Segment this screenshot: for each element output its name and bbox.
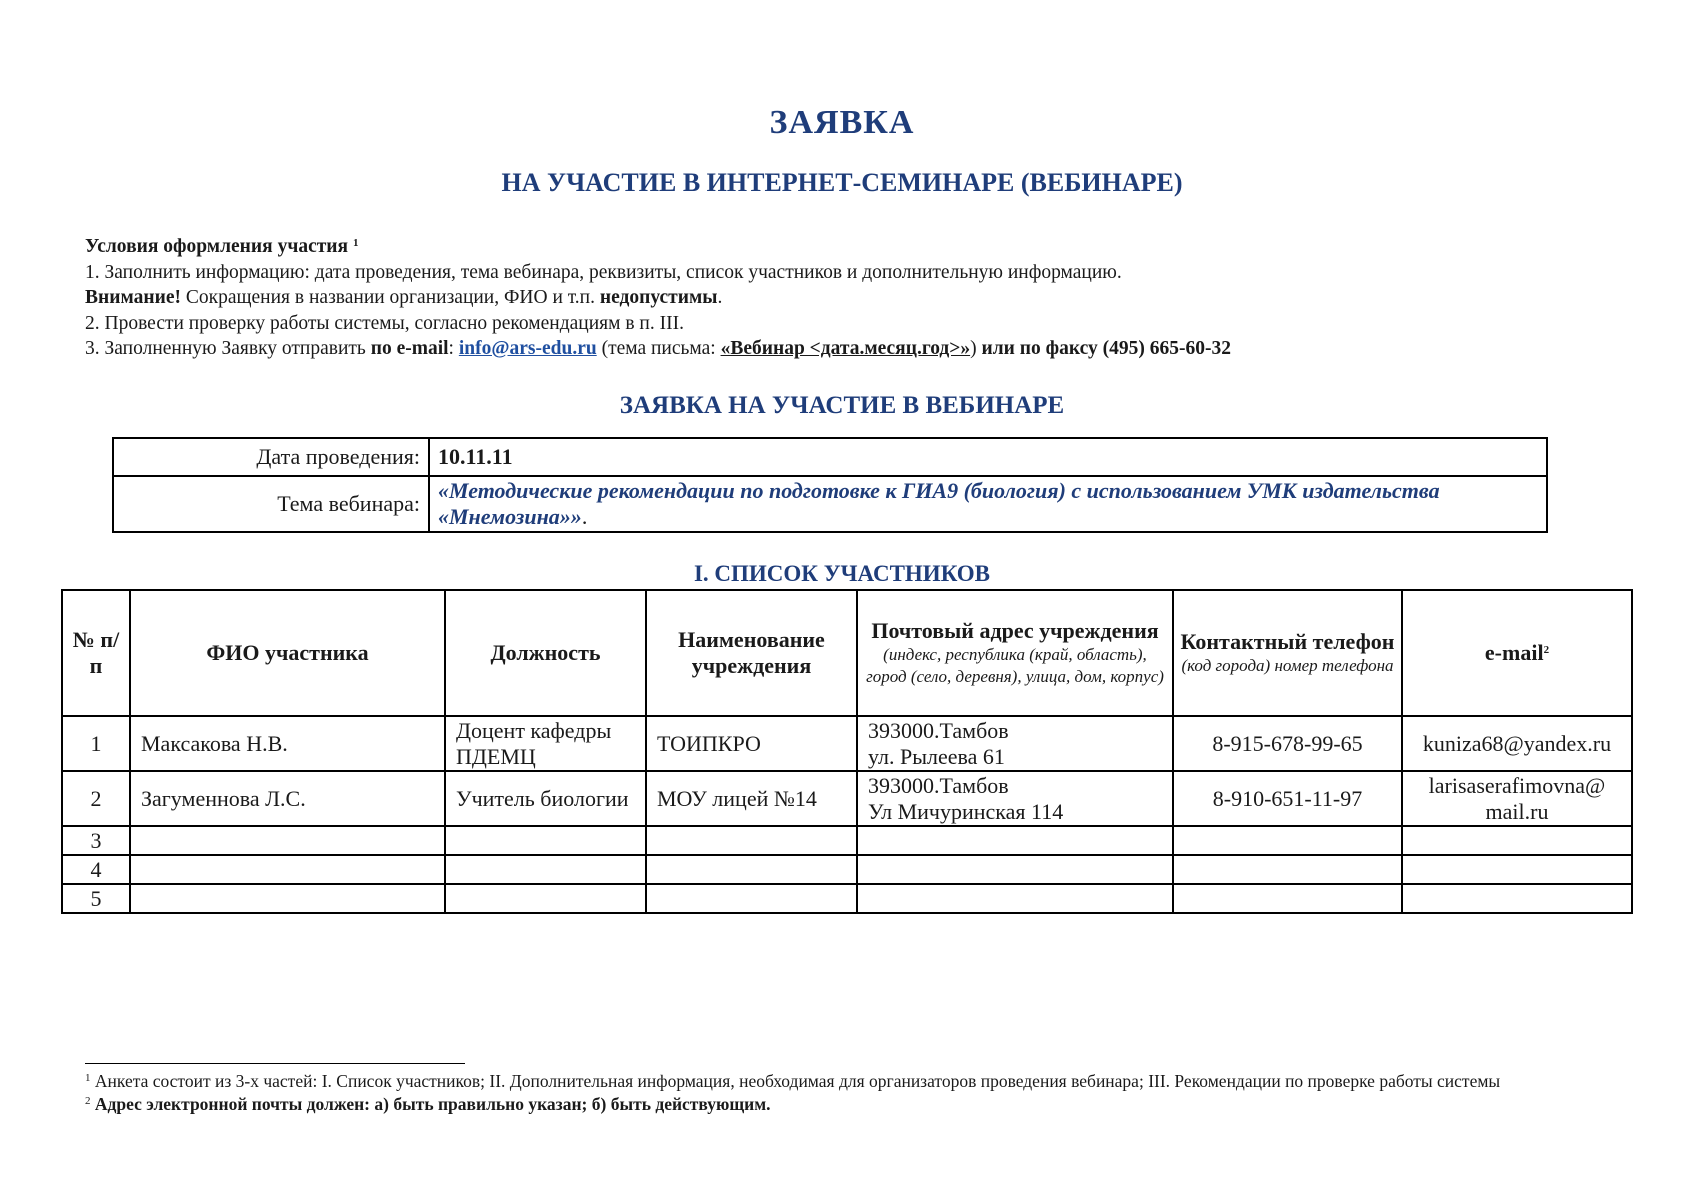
- warning-strong: недопустимы: [599, 287, 718, 308]
- form-heading: ЗАЯВКА НА УЧАСТИЕ В ВЕБИНАРЕ: [619, 392, 1065, 419]
- cell-org[interactable]: [646, 826, 857, 855]
- footnote-ref-2: 2: [1543, 644, 1550, 656]
- cell-email[interactable]: kuniza68@yandex.ru: [1402, 716, 1632, 771]
- cell-num[interactable]: 4: [62, 855, 130, 884]
- cell-position[interactable]: [445, 826, 646, 855]
- document-title: ЗАЯВКА: [769, 104, 915, 141]
- table-row: [62, 771, 1632, 826]
- col-num-header: № п/п: [62, 590, 130, 716]
- table-row-empty: [62, 855, 1632, 884]
- warning-text: Сокращения в названии организации, ФИО и т.п.: [181, 287, 600, 308]
- footnote-1-mark: 1: [85, 1072, 91, 1084]
- participants-heading: I. СПИСОК УЧАСТНИКОВ: [693, 561, 991, 586]
- cell-phone[interactable]: 8-910-651-11-97: [1173, 771, 1402, 826]
- footnotes: [85, 1070, 1605, 1116]
- date-row: [113, 438, 1547, 476]
- condition-item-3: [85, 336, 1605, 362]
- cell-email[interactable]: larisaserafimovna@ mail.ru: [1402, 771, 1632, 826]
- cell-email[interactable]: [1402, 826, 1632, 855]
- address-header-label: Почтовый адрес учреждения: [871, 618, 1159, 643]
- item3-subject-end: ): [970, 338, 982, 359]
- item3-fax: или по факсу (495) 665-60-32: [981, 338, 1231, 359]
- address-line-2: Ул Мичуринская 114: [868, 798, 1064, 824]
- col-address-header: [857, 590, 1173, 716]
- document-subtitle: НА УЧАСТИЕ В ИНТЕРНЕТ-СЕМИНАРЕ (ВЕБИНАРЕ): [501, 168, 1183, 197]
- cell-phone[interactable]: [1173, 855, 1402, 884]
- warning-end: .: [717, 287, 723, 308]
- topic-end: .: [581, 504, 588, 529]
- cell-phone[interactable]: 8-915-678-99-65: [1173, 716, 1402, 771]
- col-phone-header: [1173, 590, 1402, 716]
- topic-value: «Методические рекомендации по подготовке к ГИА9 (биология) с использованием УМК издательства «Мнемозина»»: [438, 478, 1440, 529]
- cell-org[interactable]: [646, 884, 857, 913]
- item3-subject-prefix: (тема письма:: [596, 338, 721, 359]
- phone-header-label: Контактный телефон: [1180, 629, 1395, 654]
- cell-address[interactable]: [857, 884, 1173, 913]
- email-header-label: e-mail: [1484, 640, 1544, 665]
- footnote-divider: [85, 1063, 465, 1064]
- cell-name[interactable]: [130, 855, 445, 884]
- cell-address[interactable]: [857, 855, 1173, 884]
- cell-num[interactable]: 3: [62, 826, 130, 855]
- condition-warning: [85, 285, 1605, 311]
- topic-cell[interactable]: [429, 476, 1547, 532]
- cell-name[interactable]: Максакова Н.В.: [130, 716, 445, 771]
- address-header-note: (индекс, республика (край, область), город (село, деревня), улица, дом, корпус): [866, 645, 1164, 686]
- footnote-2-mark: 2: [85, 1095, 91, 1107]
- phone-header-note: (код города) номер телефона: [1181, 656, 1394, 675]
- item3-prefix: 3. Заполненную Заявку отправить: [85, 338, 371, 359]
- conditions-heading: Условия оформления участия $^1$: [85, 236, 359, 257]
- cell-address[interactable]: [857, 716, 1173, 771]
- table-row-empty: [62, 826, 1632, 855]
- cell-num[interactable]: 5: [62, 884, 130, 913]
- cell-org[interactable]: ТОИПКРО: [646, 716, 857, 771]
- cell-address[interactable]: [857, 826, 1173, 855]
- participants-table: [61, 589, 1633, 914]
- cell-name[interactable]: [130, 826, 445, 855]
- cell-org[interactable]: МОУ лицей №14: [646, 771, 857, 826]
- col-org-header: Наименование учреждения: [646, 590, 857, 716]
- footnote-2: [85, 1093, 1605, 1116]
- item3-colon: :: [448, 338, 459, 359]
- table-row-empty: [62, 884, 1632, 913]
- footnote-ref-1: 1: [352, 237, 359, 249]
- cell-phone[interactable]: [1173, 826, 1402, 855]
- conditions-section: [85, 234, 1605, 362]
- item3-by-email: по e-mail: [370, 338, 449, 359]
- cell-address[interactable]: [857, 771, 1173, 826]
- address-line-2: ул. Рылеева 61: [868, 743, 1005, 769]
- cell-position[interactable]: Доцент кафедры ПДЕМЦ: [445, 716, 646, 771]
- date-label: Дата проведения:: [113, 438, 429, 476]
- address-line-1: 393000.Тамбов: [868, 717, 1009, 743]
- email-link[interactable]: info@ars-edu.ru: [458, 338, 597, 359]
- topic-row: [113, 476, 1547, 532]
- footnote-1: [85, 1070, 1605, 1093]
- cell-position[interactable]: [445, 855, 646, 884]
- footnote-2-text: Адрес электронной почты должен: а) быть правильно указан; б) быть действующим.: [90, 1094, 771, 1114]
- cell-email[interactable]: [1402, 855, 1632, 884]
- cell-position[interactable]: Учитель биологии: [445, 771, 646, 826]
- address-line-1: 393000.Тамбов: [868, 772, 1009, 798]
- table-header-row: [62, 590, 1632, 716]
- cell-num[interactable]: 2: [62, 771, 130, 826]
- webinar-info-table: [112, 437, 1548, 533]
- col-position-header: Должность: [445, 590, 646, 716]
- email-subject: «Вебинар <дата.месяц.год>»: [720, 338, 971, 359]
- topic-label: Тема вебинара:: [113, 476, 429, 532]
- warning-label: Внимание!: [85, 287, 181, 308]
- cell-num[interactable]: 1: [62, 716, 130, 771]
- col-name-header: ФИО участника: [130, 590, 445, 716]
- cell-email[interactable]: [1402, 884, 1632, 913]
- date-value[interactable]: 10.11.11: [429, 438, 1547, 476]
- condition-item-1: 1. Заполнить информацию: дата проведения, тема вебинара, реквизиты, список участников и дополнительную информацию.: [85, 261, 1122, 283]
- cell-org[interactable]: [646, 855, 857, 884]
- cell-phone[interactable]: [1173, 884, 1402, 913]
- cell-name[interactable]: [130, 884, 445, 913]
- footnote-1-text: Анкета состоит из 3-х частей: I. Список участников; II. Дополнительная информация, необходимая для организаторов проведения вебинара; III. Рекомендации по проверке работы системы: [90, 1071, 1501, 1091]
- table-row: [62, 716, 1632, 771]
- cell-name[interactable]: Загуменнова Л.С.: [130, 771, 445, 826]
- cell-position[interactable]: [445, 884, 646, 913]
- col-email-header: [1402, 590, 1632, 716]
- condition-item-2: 2. Провести проверку работы системы, согласно рекомендациям в п. III.: [85, 312, 684, 334]
